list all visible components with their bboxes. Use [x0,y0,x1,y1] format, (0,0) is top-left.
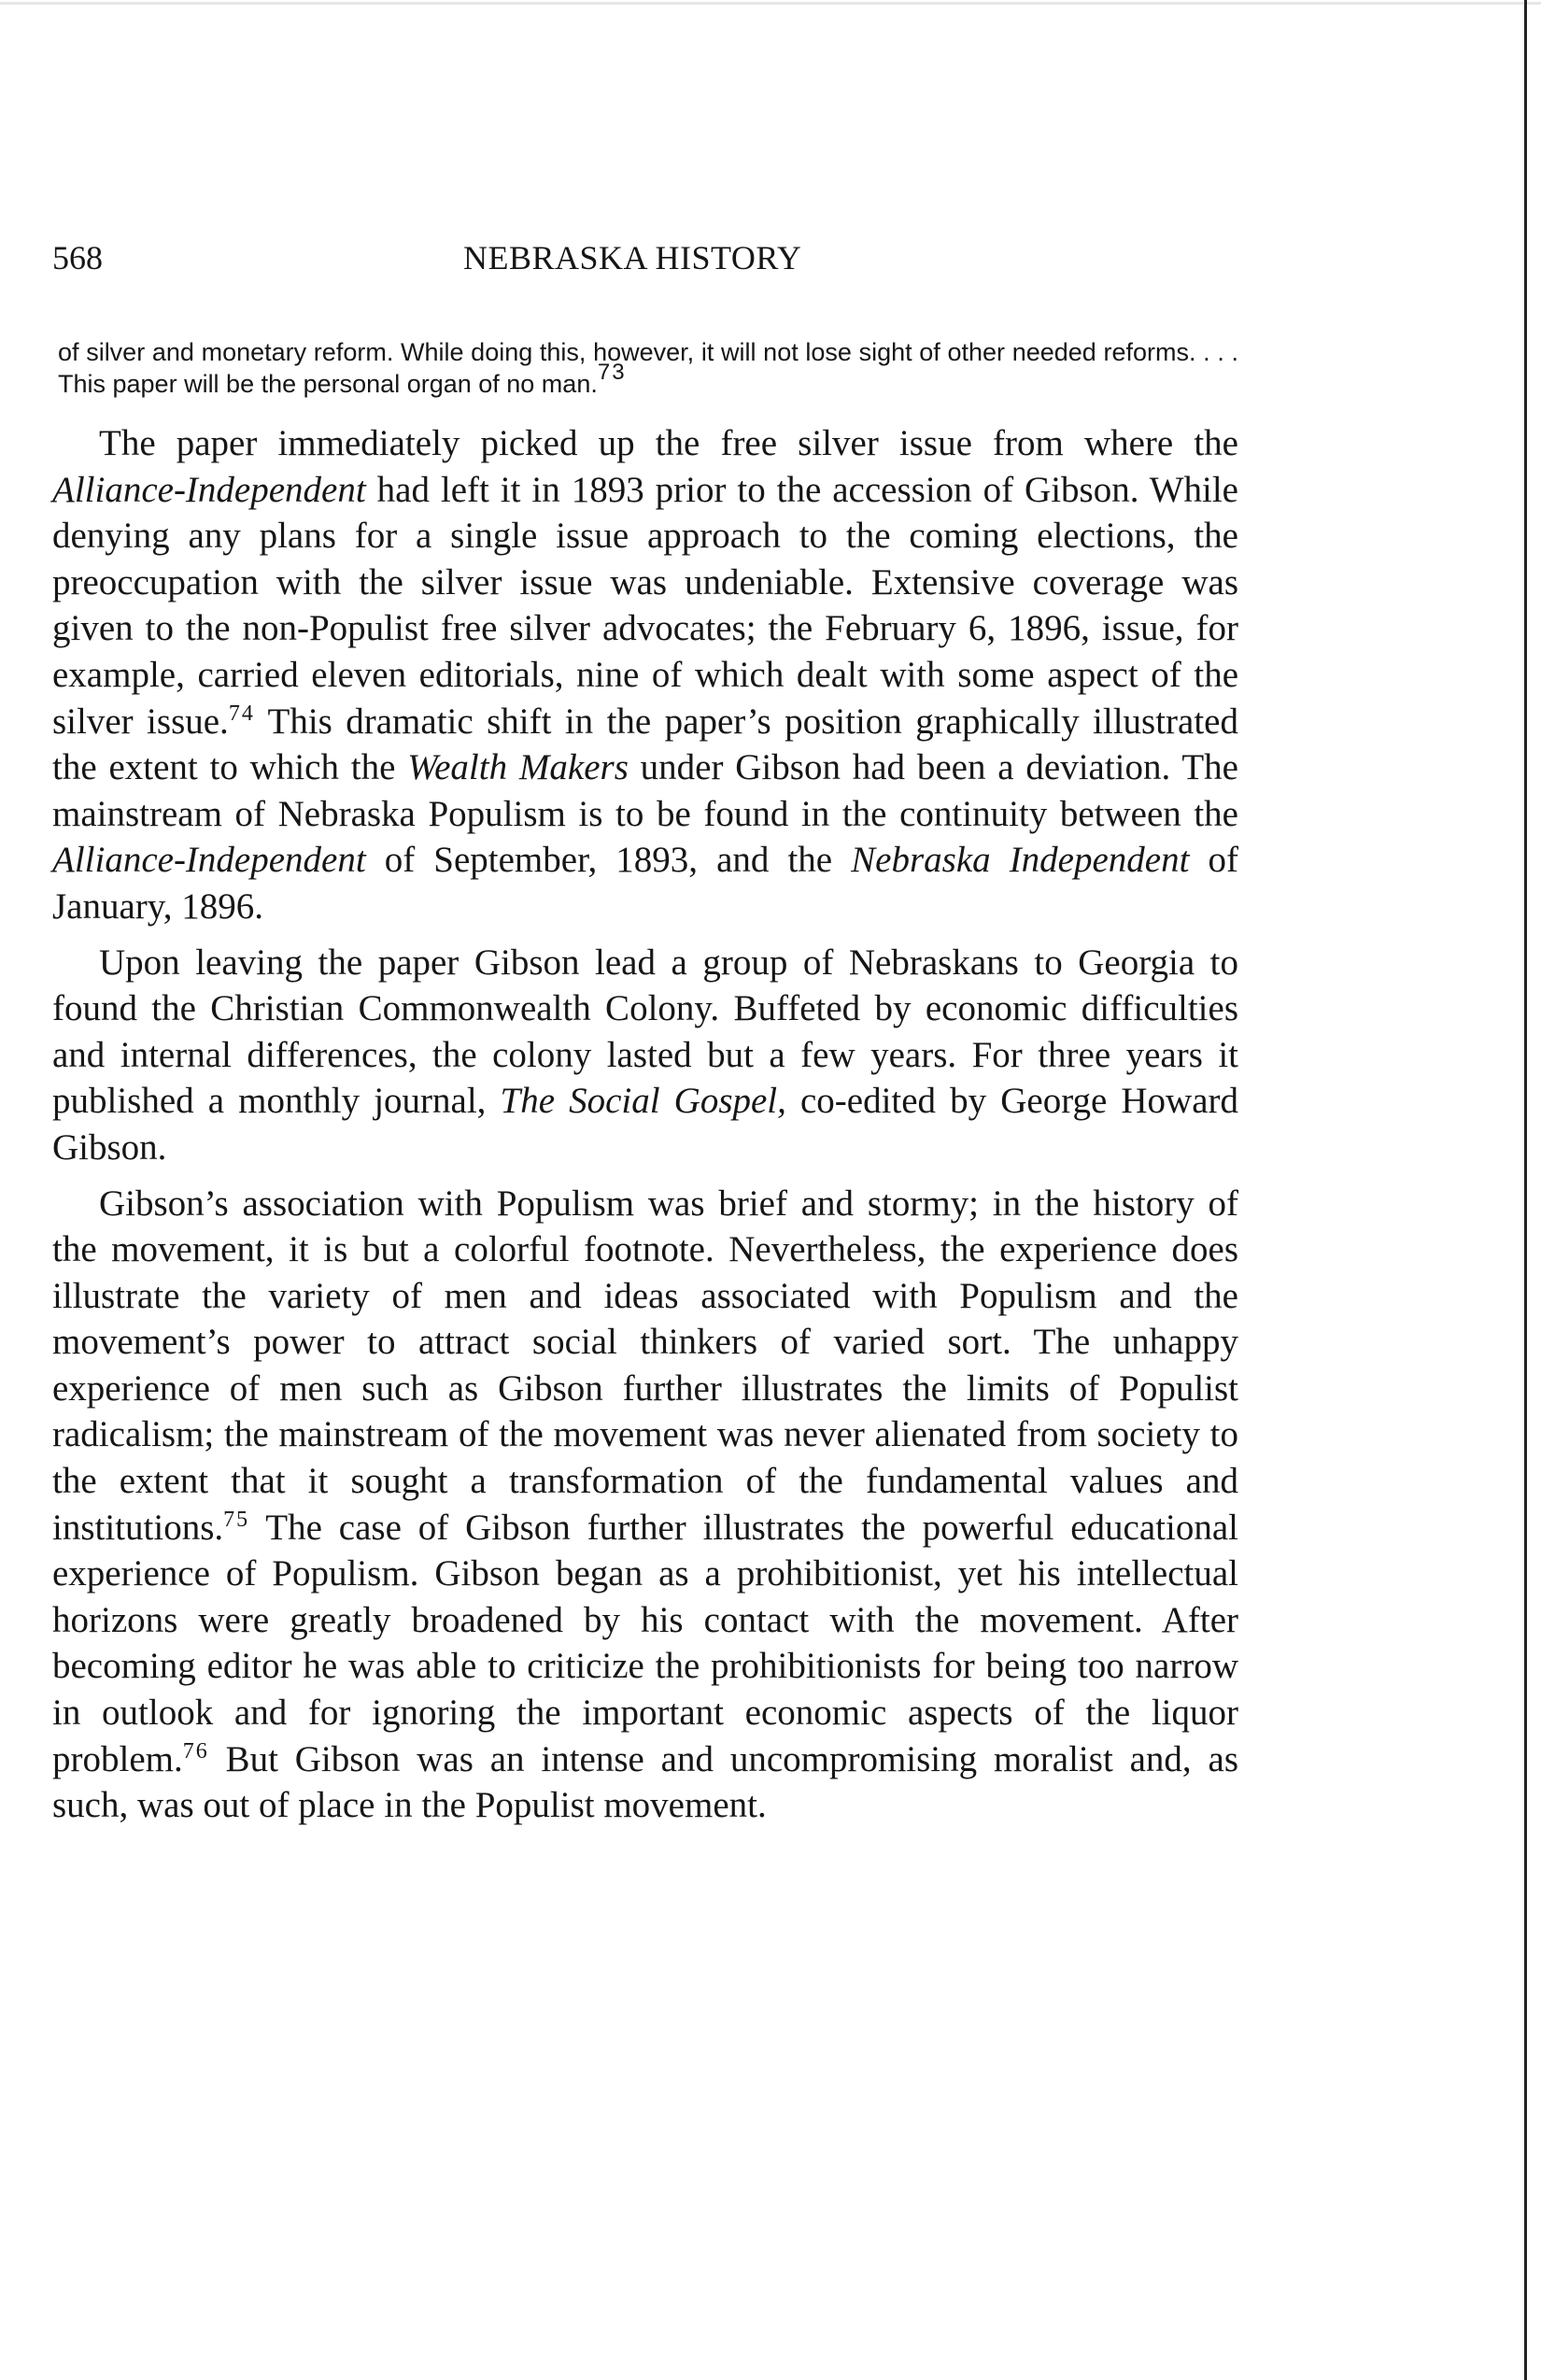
italic-title: Alliance-Independent [52,469,366,510]
italic-title: Alliance-Independent [52,840,366,881]
footnote-ref-75: 75 [223,1507,250,1532]
italic-title: Wealth Makers [407,747,629,788]
page-top-edge [0,2,1541,5]
paragraph-text: co-edited by George Howard Gibson. [52,1081,1238,1168]
paragraph-text: Gibson’s association with Populism was brief and stormy; in the history of the movement, it is but a colorful footnote. Nevertheless, the experience does illustrate the variety of men and ideas associated with Populism and the movement’s power to attract social thinkers of varied sort. The unhappy experience of men such as Gibson further illustrates the limits of Populist radicalism; the mainstream of the movement was never alienated from society to the extent that it sought a transformation of the fundamental values and institutions. [52,1183,1238,1548]
block-quote [58,336,1238,400]
paragraph-text: had left it in 1893 prior to the accession of Gibson. While denying any plans for a single issue approach to the coming elections, the preoccupation with the silver issue was undeniable. Extensive coverage was given to the non-Populist free silver advocates; the February 6, 1896, issue, for example, carried eleven editorials, nine of which dealt with some aspect of the silver issue. [52,469,1238,742]
page-right-edge [1524,0,1527,2380]
paragraph-1 [52,420,1238,930]
paragraph-text: This dramatic shift in the paper’s position graphically illustrated the extent to which the [52,701,1238,788]
italic-title: Nebraska Independent [851,840,1190,881]
paragraph-text: The paper immediately picked up the free silver issue from where the [99,423,1238,463]
paragraph-text: Upon leaving the paper Gibson lead a group of Nebraskans to Georgia to found the Christian Commonwealth Colony. Buffeted by economic difficulties and internal differences, the colony lasted but a few years. For three years it published a monthly journal, [52,942,1238,1122]
paragraph-2 [52,940,1238,1171]
paragraph-text: under Gibson had been a deviation. The mainstream of Nebraska Populism is to be found in the continuity between the [52,747,1238,834]
block-quote-text: of silver and monetary reform. While doing this, however, it will not lose sight of other needed reforms. . . . This paper will be the personal organ of no man. [58,338,1238,398]
paragraph-text: But Gibson was an intense and uncompromising moralist and, as such, was out of place in the Populist movement. [52,1738,1238,1826]
article-body [52,420,1238,1838]
footnote-ref-73: 73 [597,360,627,385]
journal-title: NEBRASKA HISTORY [463,239,802,276]
footnote-ref-76: 76 [182,1738,209,1764]
paragraph-text: of September, 1893, and the [365,840,852,881]
page-number: 568 [52,239,103,276]
italic-title: The Social Gospel, [500,1081,786,1122]
paragraph-text: The case of Gibson further illustrates the powerful educational experience of Populism. Gibson began as a prohibitionist, yet his intellectual horizons were greatly broadened by his contact with the movement. After becoming editor he was able to criticize the prohibitionists for being too narrow in outlook and for ignoring the important economic aspects of the liquor problem. [52,1507,1238,1779]
footnote-ref-74: 74 [228,701,255,726]
paragraph-3 [52,1181,1238,1829]
paragraph-text: of January, 1896. [52,840,1238,927]
